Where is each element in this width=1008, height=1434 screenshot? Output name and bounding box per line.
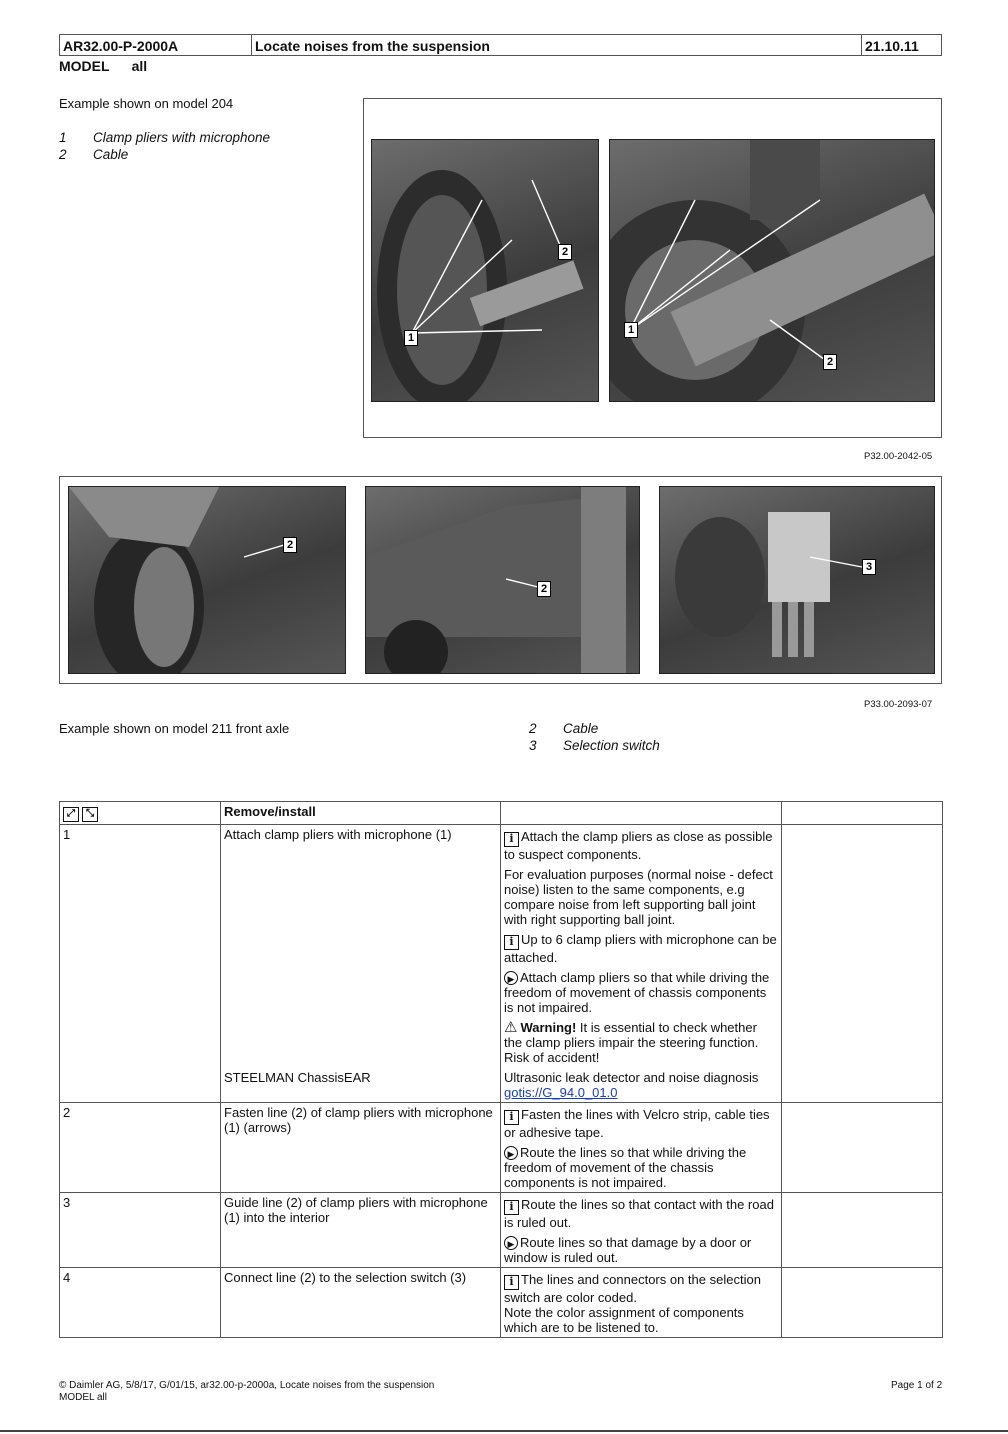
photo-detail-lines [372, 140, 599, 402]
warning-icon: ⚠ [504, 1019, 518, 1036]
warning-label: Warning! [520, 1020, 577, 1035]
note-text: For evaluation purposes (normal noise - defect noise) listen to the same components, e.g compare noise from left supporting ball joint with right supporting ball joint. [504, 867, 773, 927]
info-note [504, 1107, 778, 1140]
note-text: Fasten the lines with Velcro strip, cable ties or adhesive tape. [504, 1107, 770, 1140]
plain-note [504, 1305, 778, 1335]
tool-link[interactable]: gotis://G_94.0_01.0 [504, 1085, 618, 1100]
note-text: Route the lines so that while driving the freedom of movement of the chassis components is not impaired. [504, 1145, 747, 1190]
model-label: MODEL [59, 58, 110, 74]
figure2-caption: Example shown on model 211 front axle [59, 721, 290, 736]
legend-text: Selection switch [563, 738, 660, 753]
step-notes-cell [501, 1268, 782, 1338]
figure1-reference: P32.00-2042-05 [864, 451, 933, 462]
figure2-frame [59, 476, 942, 684]
step-number: 3 [60, 1193, 221, 1268]
step-extra-cell [782, 1103, 943, 1193]
footer-line1: © Daimler AG, 5/8/17, G/01/15, ar32.00-p-2000a, Locate noises from the suspension [59, 1380, 435, 1391]
note-text: Route the lines so that contact with the road is ruled out. [504, 1197, 774, 1230]
document-title: Locate noises from the suspension [252, 35, 862, 55]
suspension-photo-left [371, 139, 599, 402]
info-icon: i [504, 832, 519, 847]
photo-detail-lines [660, 487, 935, 674]
callout-label: 3 [862, 559, 876, 575]
step-action-cell [221, 825, 501, 1103]
tip-icon: ▶ [504, 971, 518, 985]
note-text: Up to 6 clamp pliers with microphone can be attached. [504, 932, 777, 965]
info-note [504, 829, 778, 862]
step-extra-cell [782, 1193, 943, 1268]
info-note [504, 1272, 778, 1305]
table-row [60, 1193, 943, 1268]
note-text: Attach clamp pliers so that while driving the freedom of movement of chassis components is not impaired. [504, 970, 770, 1015]
tip-icon: ▶ [504, 1146, 518, 1160]
callout-label: 1 [624, 322, 638, 338]
note-text: Note the color assignment of components which are to be listened to. [504, 1305, 744, 1335]
vehicle-side-photo [365, 486, 640, 674]
procedure-table [59, 801, 943, 1338]
expand-icon[interactable]: ⤢ [63, 807, 79, 822]
figure1-legend-item [59, 147, 128, 162]
table-row [60, 1268, 943, 1338]
info-note [504, 932, 778, 965]
tip-note [504, 970, 778, 1015]
callout-label: 2 [558, 244, 572, 260]
model-value: all [131, 58, 148, 74]
photo-detail-lines [69, 487, 346, 674]
footer-page-number: Page 1 of 2 [891, 1380, 943, 1391]
selection-switch-photo [659, 486, 935, 674]
info-icon: i [504, 1200, 519, 1215]
tip-icon: ▶ [504, 1236, 518, 1250]
figure2-legend-item [529, 738, 660, 753]
document-id: AR32.00-P-2000A [60, 35, 252, 55]
step-action: Fasten line (2) of clamp pliers with microphone (1) (arrows) [221, 1103, 501, 1193]
figure2-reference: P33.00-2093-07 [864, 699, 933, 710]
warning-note [504, 1020, 778, 1065]
note-text: The lines and connectors on the selection switch are color coded. [504, 1272, 761, 1305]
note-text: Route lines so that damage by a door or window is ruled out. [504, 1235, 752, 1265]
model-line [59, 58, 147, 74]
info-icon: i [504, 935, 519, 950]
legend-num: 2 [59, 147, 67, 162]
legend-text: Cable [563, 721, 599, 736]
step-number: 4 [60, 1268, 221, 1338]
header-empty [782, 802, 943, 825]
callout-label: 2 [823, 354, 837, 370]
info-note [504, 1197, 778, 1230]
document-date: 21.10.11 [865, 38, 919, 54]
header-title: Remove/install [221, 802, 501, 825]
legend-num: 2 [529, 721, 537, 736]
note-text: Attach the clamp pliers as close as possible to suspect components. [504, 829, 773, 862]
step-notes-cell [501, 825, 782, 1103]
header-icons-cell [60, 802, 221, 825]
legend-text: Cable [93, 147, 129, 162]
wheel-cable-photo [68, 486, 346, 674]
figure1-frame [363, 98, 942, 438]
callout-label: 2 [537, 581, 551, 597]
step-notes-cell [501, 1103, 782, 1193]
footer-copyright [59, 1380, 434, 1404]
callout-label: 1 [404, 330, 418, 346]
info-icon: i [504, 1110, 519, 1125]
table-header-row [60, 802, 943, 825]
table-row [60, 825, 943, 1103]
step-tool: STEELMAN ChassisEAR [224, 1070, 371, 1085]
step-number: 1 [60, 825, 221, 1103]
tool-description: Ultrasonic leak detector and noise diagnosis [504, 1070, 759, 1085]
suspension-photo-right [609, 139, 935, 402]
info-icon: i [504, 1275, 519, 1290]
tip-note [504, 1145, 778, 1190]
step-action: Guide line (2) of clamp pliers with microphone (1) into the interior [221, 1193, 501, 1268]
step-action: Attach clamp pliers with microphone (1) [224, 827, 452, 842]
step-extra-cell [782, 1268, 943, 1338]
legend-num: 1 [59, 130, 67, 145]
figure1-caption: Example shown on model 204 [59, 96, 234, 111]
step-extra-cell [782, 825, 943, 1103]
plain-note [504, 867, 778, 927]
footer-line2: MODEL all [59, 1392, 107, 1403]
note-text: It is essential to check whether the clamp pliers impair the steering function. Risk of accident! [504, 1020, 759, 1065]
figure1-legend-item [59, 130, 270, 145]
page-bottom-rule [0, 1430, 1008, 1432]
step-action: Connect line (2) to the selection switch (3) [221, 1268, 501, 1338]
document-header [59, 34, 942, 56]
photo-detail-lines [366, 487, 640, 674]
header-empty [501, 802, 782, 825]
callout-label: 2 [283, 537, 297, 553]
table-row [60, 1103, 943, 1193]
collapse-icon[interactable]: ⤡ [82, 807, 98, 822]
legend-num: 3 [529, 738, 537, 753]
photo-detail-lines [610, 140, 935, 402]
legend-text: Clamp pliers with microphone [93, 130, 271, 145]
step-number: 2 [60, 1103, 221, 1193]
step-notes-cell [501, 1193, 782, 1268]
figure2-legend-item [529, 721, 598, 736]
tip-note [504, 1235, 778, 1265]
